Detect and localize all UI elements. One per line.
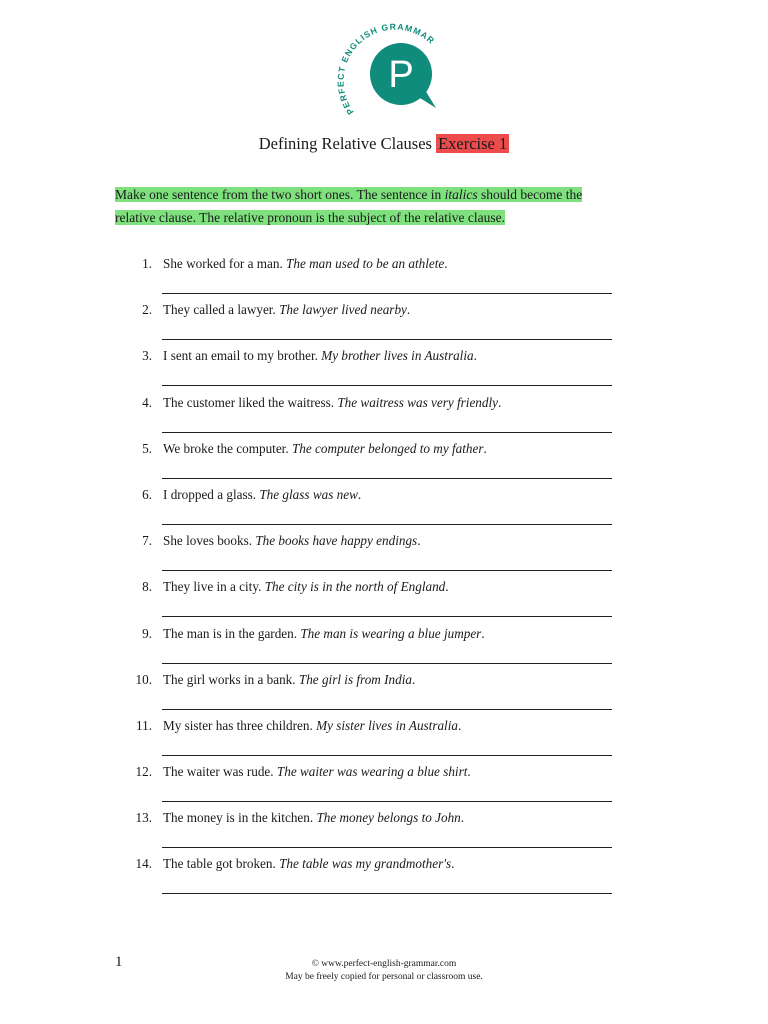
footer-usage-note: May be freely copied for personal or classroom use. bbox=[285, 972, 483, 982]
title-highlight: Exercise 1 bbox=[438, 134, 508, 153]
answer-line[interactable] bbox=[162, 847, 612, 848]
exercise-item bbox=[0, 392, 768, 438]
answer-line[interactable] bbox=[162, 293, 612, 294]
logo-letter: P bbox=[388, 54, 414, 96]
item-end: . bbox=[411, 671, 416, 687]
footer bbox=[0, 958, 768, 984]
item-number: 4. bbox=[142, 394, 152, 410]
page-number: 1 bbox=[115, 954, 123, 970]
instructions-text: Make one sentence from the two short ones. The sentence in bbox=[115, 187, 445, 202]
answer-line[interactable] bbox=[162, 801, 612, 802]
item-sentence: The man is in the garden. bbox=[163, 625, 301, 641]
item-sentence: The girl works in a bank. bbox=[163, 671, 299, 687]
item-number: 3. bbox=[142, 348, 152, 364]
item-clause: The glass was new bbox=[259, 486, 358, 502]
logo-brand-text: PERFECT ENGLISH GRAMMAR bbox=[335, 21, 437, 117]
item-clause: My brother lives in Australia bbox=[321, 348, 474, 364]
item-sentence: They live in a city. bbox=[163, 579, 265, 595]
item-end: . bbox=[483, 440, 487, 456]
item-end: . bbox=[467, 764, 471, 780]
answer-line[interactable] bbox=[162, 893, 612, 894]
item-text bbox=[163, 299, 623, 321]
answer-line[interactable] bbox=[162, 755, 612, 756]
exercise-item bbox=[0, 669, 768, 715]
item-number: 11. bbox=[136, 717, 152, 733]
item-number: 6. bbox=[142, 486, 152, 502]
item-sentence: We broke the computer. bbox=[163, 440, 292, 456]
item-sentence: The customer liked the waitress. bbox=[163, 394, 338, 410]
answer-line[interactable] bbox=[162, 432, 612, 433]
item-number: 12. bbox=[135, 764, 152, 780]
item-number: 2. bbox=[142, 302, 152, 318]
exercise-item bbox=[0, 530, 768, 576]
item-clause: The books have happy endings bbox=[255, 533, 418, 549]
exercise-item bbox=[0, 576, 768, 622]
answer-line[interactable] bbox=[162, 663, 612, 664]
item-end: . bbox=[481, 625, 485, 641]
item-number: 5. bbox=[142, 440, 152, 456]
item-text bbox=[163, 669, 623, 691]
instructions bbox=[115, 184, 615, 229]
item-sentence: She worked for a man. bbox=[163, 256, 287, 271]
item-clause: The city is in the north of England bbox=[264, 579, 446, 595]
item-text bbox=[163, 392, 623, 414]
item-clause: The man used to be an athlete bbox=[286, 256, 445, 271]
item-end: . bbox=[417, 533, 421, 549]
item-end: . bbox=[357, 486, 362, 502]
item-sentence: They called a lawyer. bbox=[163, 302, 280, 318]
item-number: 10. bbox=[135, 671, 152, 687]
instructions-line-2: relative clause. The relative pronoun is the subject of the relative clause. bbox=[115, 209, 505, 225]
item-clause: The man is wearing a blue jumper bbox=[300, 625, 482, 641]
item-number: 13. bbox=[135, 810, 152, 826]
instructions-text-end: should become the bbox=[477, 187, 583, 202]
item-clause: The girl is from India bbox=[298, 671, 412, 687]
item-clause: My sister lives in Australia bbox=[316, 717, 458, 733]
answer-line[interactable] bbox=[162, 570, 612, 571]
item-end: . bbox=[457, 717, 462, 733]
instructions-line-1 bbox=[115, 187, 582, 202]
item-number: 1. bbox=[142, 256, 152, 271]
item-text bbox=[163, 715, 623, 737]
item-number: 14. bbox=[135, 856, 152, 872]
item-sentence: The table got broken. bbox=[163, 856, 280, 872]
exercise-item bbox=[0, 715, 768, 761]
item-end: . bbox=[406, 302, 411, 318]
exercise-item bbox=[0, 345, 768, 391]
exercise-list bbox=[0, 253, 768, 900]
item-end: . bbox=[473, 348, 477, 364]
item-clause: The waitress was very friendly bbox=[337, 394, 499, 410]
item-text bbox=[163, 853, 623, 875]
brand-logo-icon bbox=[332, 14, 444, 118]
exercise-item bbox=[0, 807, 768, 853]
item-sentence: I sent an email to my brother. bbox=[163, 348, 322, 364]
item-end: . bbox=[445, 579, 449, 595]
answer-line[interactable] bbox=[162, 339, 612, 340]
item-sentence: My sister has three children. bbox=[163, 717, 317, 733]
item-sentence: The money is in the kitchen. bbox=[163, 810, 317, 826]
item-clause: The money belongs to John bbox=[316, 810, 461, 826]
title-main: Defining Relative Clauses bbox=[258, 134, 437, 153]
brand-logo bbox=[332, 14, 444, 118]
answer-line[interactable] bbox=[162, 478, 612, 479]
footer-copyright: © www.perfect-english-grammar.com bbox=[311, 959, 457, 969]
exercise-item bbox=[0, 484, 768, 530]
item-number: 9. bbox=[142, 625, 152, 641]
item-end: . bbox=[498, 394, 502, 410]
item-text bbox=[163, 530, 623, 552]
item-text bbox=[163, 484, 623, 506]
item-clause: The computer belonged to my father bbox=[291, 440, 484, 456]
item-end: . bbox=[460, 810, 465, 826]
item-sentence: I dropped a glass. bbox=[163, 486, 260, 502]
item-text bbox=[163, 807, 623, 829]
item-text bbox=[163, 438, 623, 460]
answer-line[interactable] bbox=[162, 385, 612, 386]
instructions-italic: italics bbox=[444, 187, 478, 202]
item-end: . bbox=[444, 256, 448, 271]
item-end: . bbox=[451, 856, 455, 872]
exercise-item bbox=[0, 253, 768, 299]
item-text bbox=[163, 345, 623, 367]
exercise-item bbox=[0, 299, 768, 345]
item-sentence: The waiter was rude. bbox=[163, 764, 277, 780]
item-clause: The waiter was wearing a blue shirt bbox=[276, 764, 468, 780]
item-number: 7. bbox=[142, 533, 152, 549]
exercise-item bbox=[0, 623, 768, 669]
item-number: 8. bbox=[142, 579, 152, 595]
item-clause: The table was my grandmother's bbox=[279, 856, 452, 872]
exercise-item bbox=[0, 761, 768, 807]
page-title bbox=[0, 133, 768, 155]
item-clause: The lawyer lived nearby bbox=[279, 302, 407, 318]
item-sentence: She loves books. bbox=[163, 533, 256, 549]
item-text bbox=[163, 761, 623, 783]
answer-line[interactable] bbox=[162, 709, 612, 710]
answer-line[interactable] bbox=[162, 616, 612, 617]
item-text bbox=[163, 253, 623, 275]
exercise-item bbox=[0, 853, 768, 899]
answer-line[interactable] bbox=[162, 524, 612, 525]
exercise-item bbox=[0, 438, 768, 484]
item-text bbox=[163, 623, 623, 645]
item-text bbox=[163, 576, 623, 598]
